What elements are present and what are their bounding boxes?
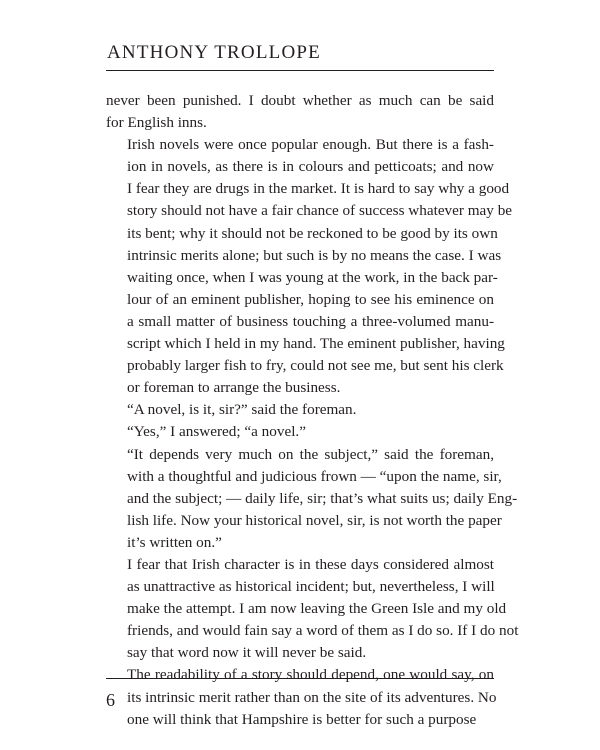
text-line: its intrinsic merit rather than on the site of its adventures. No — [127, 688, 497, 706]
paragraph — [106, 421, 494, 443]
paragraph — [106, 444, 518, 554]
text-line: for English inns. — [106, 114, 207, 132]
text-line: story should not have a fair chance of success whatever may be — [127, 202, 513, 220]
paragraph — [106, 664, 497, 730]
text-line: ion in novels, as there is in colours and petticoats; and now — [127, 158, 494, 176]
text-line: its bent; why it should not be reckoned to be good by its own — [127, 224, 498, 242]
text-line: or foreman to arrange the business. — [127, 379, 341, 397]
text-line: I fear they are drugs in the market. It is hard to say why a good — [127, 180, 510, 198]
text-line: waiting once, when I was young at the work, in the back par- — [127, 268, 498, 286]
text-line: “A novel, is it, sir?” said the foreman. — [127, 401, 357, 419]
footer-rule — [106, 678, 494, 679]
text-line: it’s written on.” — [127, 533, 222, 551]
text-line: say that word now it will never be said. — [127, 644, 367, 662]
text-line: a small matter of business touching a three-volumed manu- — [127, 312, 494, 330]
paragraph — [106, 554, 519, 664]
text-line: “Yes,” I answered; “a novel.” — [127, 423, 306, 441]
text-line: make the attempt. I am now leaving the Green Isle and my old — [127, 600, 507, 618]
text-line: friends, and would fain say a word of them as I do so. If I do not — [127, 622, 519, 640]
running-head: ANTHONY TROLLOPE — [107, 42, 321, 63]
paragraph — [106, 90, 494, 134]
text-line: I fear that Irish character is in these days considered almost — [127, 555, 494, 573]
text-line: as unattractive as historical incident; but, nevertheless, I will — [127, 578, 495, 596]
header-rule — [106, 70, 494, 71]
text-line: intrinsic merits alone; but such is by no means the case. I was — [127, 246, 502, 264]
text-line: Irish novels were once popular enough. But there is a fash- — [127, 136, 494, 154]
text-line: lish life. Now your historical novel, sir, is not worth the paper — [127, 511, 502, 529]
text-line: lour of an eminent publisher, hoping to see his eminence on — [127, 290, 494, 308]
paragraph — [106, 399, 494, 421]
page-number: 6 — [106, 690, 115, 710]
text-line: script which I held in my hand. The eminent publisher, having — [127, 335, 505, 353]
text-line: and the subject; — daily life, sir; that’s what suits us; daily Eng- — [127, 489, 518, 507]
text-line: with a thoughtful and judicious frown — “upon the name, sir, — [127, 467, 502, 485]
paragraph — [106, 134, 513, 399]
text-line: The readability of a story should depend, one would say, on — [127, 666, 494, 684]
text-line: probably larger fish to fry, could not see me, but sent his clerk — [127, 357, 504, 375]
text-line: one will think that Hampshire is better for such a purpose — [127, 710, 477, 728]
text-line: never been punished. I doubt whether as much can be said — [106, 92, 494, 109]
text-line: “It depends very much on the subject,” said the foreman, — [127, 445, 494, 463]
body-text — [106, 90, 519, 731]
